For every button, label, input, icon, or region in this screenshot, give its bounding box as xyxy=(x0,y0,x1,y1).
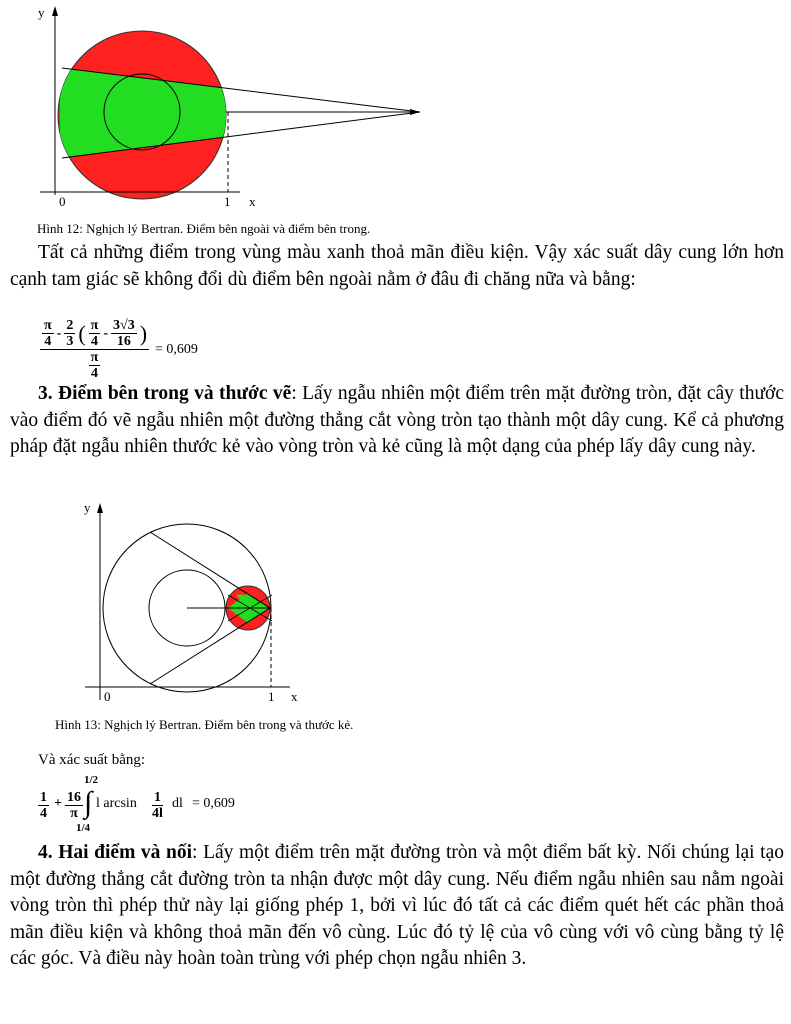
figure-12 xyxy=(0,0,470,225)
tick-one-label: 1 xyxy=(268,689,275,704)
figure-12-caption: Hình 12: Nghịch lý Bertran. Điểm bên ngoài và điểm bên trong. xyxy=(37,221,371,236)
origin-label: 0 xyxy=(104,689,111,704)
equation-2: $\frac{1}{4}$ + $\frac{16}{\pi}$ ∫ 1/2 1/4 l arcsin $\frac{1}{4l}$ dl = 0,609 xyxy=(40,774,235,834)
y-label: y xyxy=(84,500,91,515)
section-3-body: : Lấy ngẫu nhiên một điểm trên mặt đường tròn, đặt cây thước vào điểm đó vẽ ngẫu nhiên một đường thẳng cắt vòng tròn tạo thành một dây cung. Kể cả phương pháp đặt ngẫu nhiên thước kẻ vào vòng tròn và kẻ cũng là một dạng của phép lấy dây cung này. xyxy=(10,383,784,457)
figure-13 xyxy=(50,495,430,715)
paragraph-1: Tất cả những điểm trong vùng màu xanh thoả mãn điều kiện. Vậy xác suất dây cung lớn hơn cạnh tam giác sẽ không đổi dù điểm bên ngoài nằm ở đâu đi chăng nữa và bằng: xyxy=(10,242,784,290)
green-band xyxy=(60,68,420,158)
section-4 xyxy=(10,840,784,973)
section-4-heading: 4. Hai điểm và nối xyxy=(38,842,193,863)
section-3-heading: 3. Điểm bên trong và thước vẽ xyxy=(38,383,292,404)
figure-13-caption: Hình 13: Nghịch lý Bertran. Điểm bên trong và thước kẻ. xyxy=(55,717,354,732)
origin-label: 0 xyxy=(59,194,66,209)
y-label: y xyxy=(38,5,45,20)
tick-one-label: 1 xyxy=(224,194,231,209)
x-label: x xyxy=(249,194,256,209)
x-label: x xyxy=(291,689,298,704)
equation-1: $\frac{\pi}{4}$ - $\frac{2}{3}$ ( $\frac{\pi}{4}$ - $\frac{3√3}{16}$ ) $\frac{\pi}{4}$ = 0,609 xyxy=(40,318,198,381)
section-4-body: : Lấy một điểm trên mặt đường tròn và một điểm bất kỳ. Nối chúng lại tạo một đường thẳng cắt đường tròn ta nhận được một dây cung. Nếu điểm ngẫu nhiên sau nằm ngoài vòng tròn thì phép thử này lại giống phép 1, bởi vì lúc đó tất cả các điểm quét hết các phần thoả mãn điều kiện và không thoả mãn đến vô cùng. Lúc đó tỷ lệ của vô cùng với vô cùng bằng tỷ lệ các góc. Và điều này hoàn toàn trùng với phép chọn ngẫu nhiên 3. xyxy=(10,842,784,969)
section-3 xyxy=(10,381,784,461)
probability-label: Và xác suất bằng: xyxy=(38,752,146,768)
